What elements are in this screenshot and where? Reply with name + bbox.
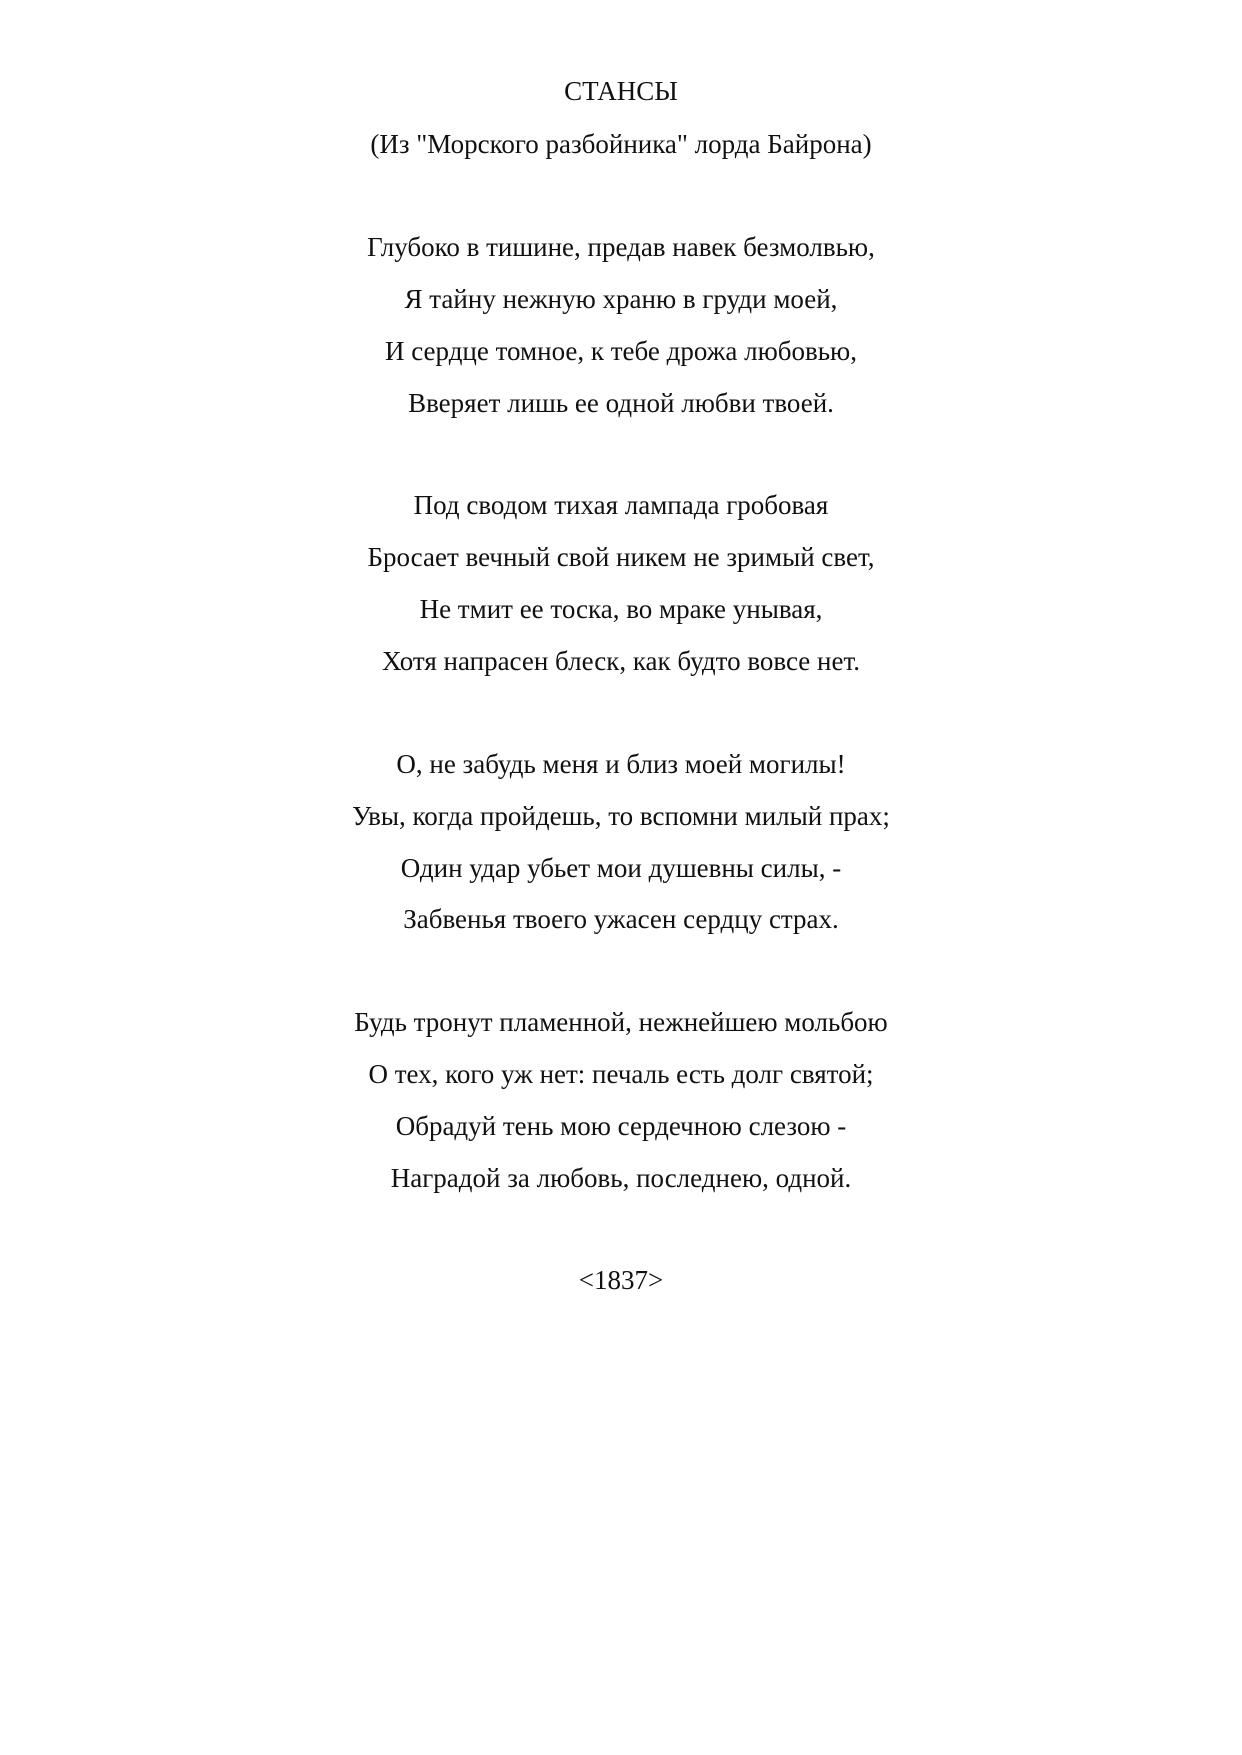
verse-line: Бросает вечный свой никем не зримый свет, [367,542,875,572]
poem-date: <1837> [578,1265,664,1295]
verse-line: О, не забудь меня и близ моей могилы! [396,749,846,779]
verse-line: Вверяет лишь ее одной любви твоей. [408,388,834,418]
verse-line: Забвенья твоего ужасен сердцу страх. [403,904,839,934]
verse-line: Не тмит ее тоска, во мраке унывая, [419,594,823,624]
verse-line: Под сводом тихая лампада гробовая [413,490,829,520]
verse-line: Будь тронут пламенной, нежнейшею мольбою [354,1007,888,1037]
verse-line: И сердце томное, к тебе дрожа любовью, [385,336,857,366]
verse-line: Глубоко в тишине, предав навек безмолвью, [367,232,875,262]
poem-title: СТАНСЫ [564,76,678,106]
verse-line: Я тайну нежную храню в груди моей, [404,284,838,314]
verse-line: Наградой за любовь, последнею, одной. [390,1163,852,1193]
verse-line: О тех, кого уж нет: печаль есть долг святой; [368,1059,874,1089]
verse-line: Увы, когда пройдешь, то вспомни милый прах; [352,801,890,831]
poem-subtitle: (Из "Морского разбойника" лорда Байрона) [370,129,872,159]
verse-line: Хотя напрасен блеск, как будто вовсе нет. [381,646,860,676]
verse-line: Обрадуй тень мою сердечною слезою - [395,1111,847,1141]
verse-line: Один удар убьет мои душевны силы, - [400,853,842,883]
